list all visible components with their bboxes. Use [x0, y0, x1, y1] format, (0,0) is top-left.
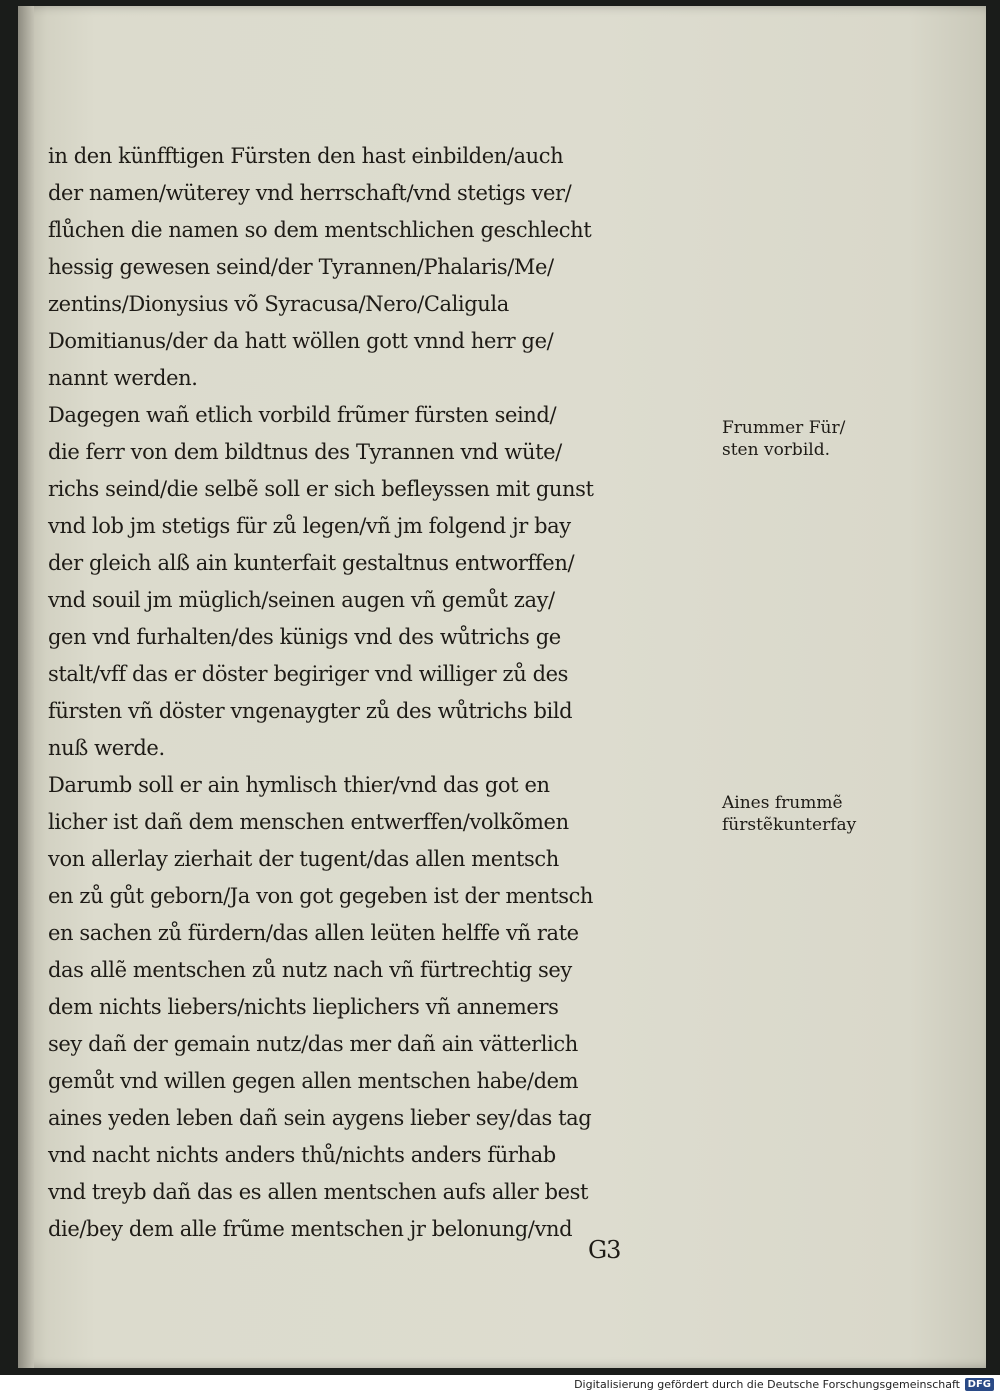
text-line: fürsten vñ döster vngenaygter zů des wůtrichs bild: [48, 699, 573, 723]
text-line: nannt werden.: [48, 366, 198, 390]
margin-note-prince-portrait: [722, 792, 902, 836]
text-line: der gleich alß ain kunterfait gestaltnus entworffen/: [48, 551, 575, 575]
text-line: die/bey dem alle frũme mentschen jr belonung/vnd: [48, 1217, 573, 1241]
text-line: en sachen zů fürdern/das allen leüten helffe vñ rate: [48, 921, 579, 945]
margin-note-line: Frummer Für/: [722, 418, 846, 438]
margin-note-line: Aines frummẽ: [722, 793, 843, 813]
text-line: zentins/Dionysius võ Syracusa/Nero/Caligula: [48, 292, 509, 316]
text-line: en zů gůt geborn/Ja von got gegeben ist der mentsch: [48, 884, 594, 908]
text-line: stalt/vff das er döster begiriger vnd williger zů des: [48, 662, 569, 686]
text-line: von allerlay zierhait der tugent/das allen mentsch: [48, 847, 559, 871]
text-line: gen vnd furhalten/des künigs vnd des wůtrichs ge: [48, 625, 561, 649]
text-line: flůchen die namen so dem mentschlichen geschlecht: [48, 218, 592, 242]
text-line: vnd treyb dañ das es allen mentschen aufs aller best: [48, 1180, 589, 1204]
page-gutter: [18, 6, 34, 1368]
text-line: aines yeden leben dañ sein aygens lieber sey/das tag: [48, 1106, 592, 1130]
text-line: richs seind/die selbẽ soll er sich befleyssen mit gunst: [48, 477, 594, 501]
text-line: nuß werde.: [48, 736, 165, 760]
digitization-footer: [0, 1375, 1000, 1397]
text-line: der namen/wüterey vnd herrschaft/vnd stetigs ver/: [48, 181, 572, 205]
main-text-block: [48, 138, 738, 1248]
text-line: Domitianus/der da hatt wöllen gott vnnd herr ge/: [48, 329, 554, 353]
signature-mark: G3: [588, 1236, 621, 1264]
text-line: die ferr von dem bildtnus des Tyrannen vnd wüte/: [48, 440, 562, 464]
text-line: gemůt vnd willen gegen allen mentschen habe/dem: [48, 1069, 579, 1093]
text-line: Darumb soll er ain hymlisch thier/vnd das got en: [48, 773, 550, 797]
text-line: in den künfftigen Fürsten den hast einbilden/auch: [48, 144, 564, 168]
footer-credit-text: Digitalisierung gefördert durch die Deutsche Forschungsgemeinschaft: [574, 1378, 960, 1391]
text-line: vnd souil jm müglich/seinen augen vñ gemůt zay/: [48, 588, 555, 612]
text-line: hessig gewesen seind/der Tyrannen/Phalaris/Me/: [48, 255, 554, 279]
text-line: das allẽ mentschen zů nutz nach vñ fürtrechtig sey: [48, 958, 572, 982]
text-line: licher ist dañ dem menschen entwerffen/volkõmen: [48, 810, 569, 834]
text-line: Dagegen wañ etlich vorbild frũmer fürsten seind/: [48, 403, 557, 427]
margin-note-line: fürstẽkunterfay: [722, 815, 857, 835]
text-line: vnd nacht nichts anders thů/nichts anders fürhab: [48, 1143, 556, 1167]
text-line: vnd lob jm stetigs für zů legen/vñ jm folgend jr bay: [48, 514, 571, 538]
dfg-logo: DFG: [965, 1378, 994, 1391]
text-line: sey dañ der gemain nutz/das mer dañ ain vätterlich: [48, 1032, 578, 1056]
margin-note-prince-model: [722, 417, 902, 461]
margin-note-line: sten vorbild.: [722, 440, 830, 460]
text-line: dem nichts liebers/nichts lieplichers vñ annemers: [48, 995, 559, 1019]
